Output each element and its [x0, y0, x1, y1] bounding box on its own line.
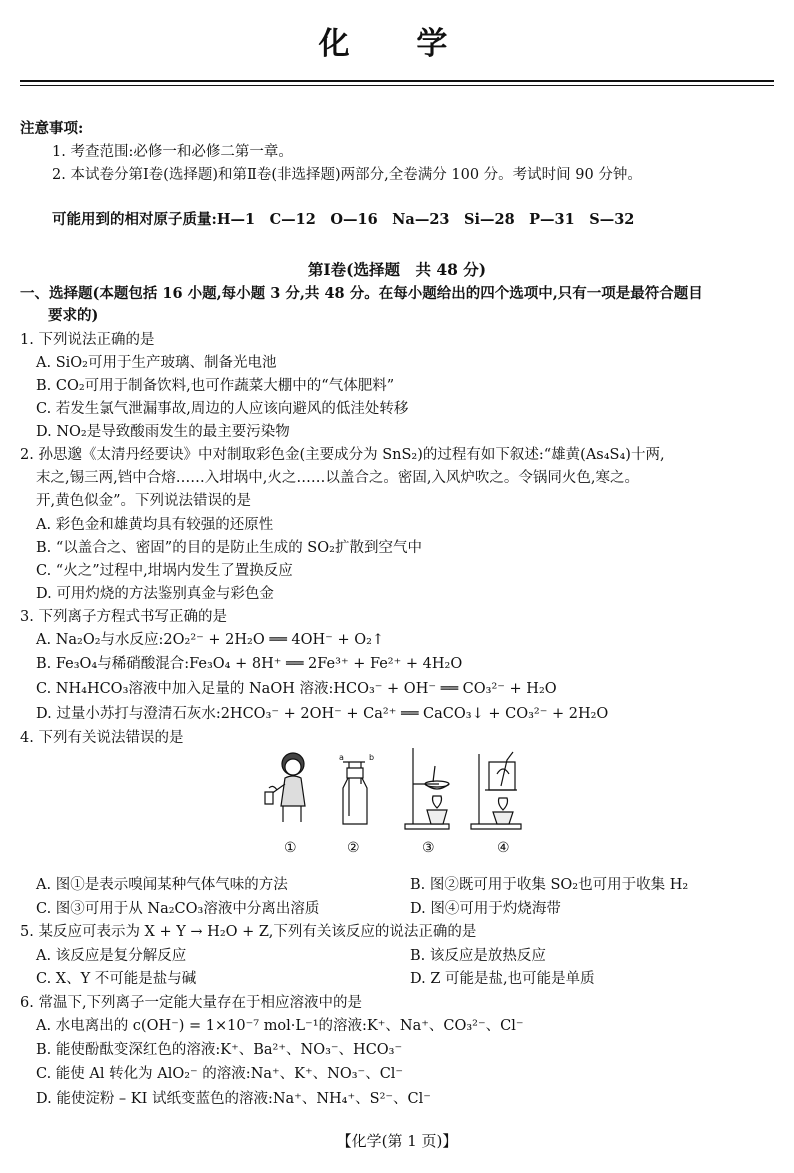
q5-option-c: C. X、Y 不可能是盐与碱 — [36, 971, 197, 987]
q4-stem: 4. 下列有关说法错误的是 — [20, 730, 184, 746]
figure-1-smelling-person — [265, 753, 305, 822]
figure-label-4: ④ — [497, 840, 510, 856]
page-title: 化 学 — [318, 26, 476, 62]
q1-option-a: A. SiO₂可用于生产玻璃、制备光电池 — [36, 355, 277, 371]
q4-apparatus-figure — [255, 744, 535, 862]
q2-option-b: B. “以盖合之、密固”的目的是防止生成的 SO₂扩散到空气中 — [36, 540, 422, 556]
q2-option-a: A. 彩色金和雄黄均具有较强的还原性 — [36, 517, 274, 533]
q1-option-d: D. NO₂是导致酸雨发生的最主要污染物 — [36, 424, 290, 440]
q3-option-a: A. Na₂O₂与水反应:2O₂²⁻ + 2H₂O ══ 4OH⁻ + O₂↑ — [36, 632, 385, 648]
figure-3-evaporation-stand — [405, 748, 449, 829]
q2-option-c: C. “火之”过程中,坩埚内发生了置换反应 — [36, 563, 293, 579]
svg-text:b: b — [369, 753, 375, 762]
q2-option-d: D. 可用灼烧的方法鉴别真金与彩色金 — [36, 586, 274, 602]
q4-option-b: B. 图②既可用于收集 SO₂也可用于收集 H₂ — [410, 877, 689, 893]
q5-option-a: A. 该反应是复分解反应 — [36, 948, 187, 964]
figure-label-2: ② — [347, 840, 360, 856]
q2-stem-line-3: 开,黄色似金”。下列说法错误的是 — [36, 493, 252, 509]
title-rule-thin — [20, 85, 774, 86]
notes-heading: 注意事项: — [20, 120, 84, 137]
figure-2-gas-bottle — [339, 753, 374, 824]
q4-option-a: A. 图①是表示嗅闻某种气体气味的方法 — [36, 877, 288, 893]
q5-option-d: D. Z 可能是盐,也可能是单质 — [410, 971, 595, 987]
page-footer: 【化学(第 1 页)】 — [336, 1132, 458, 1150]
q5-option-b: B. 该反应是放热反应 — [410, 948, 546, 964]
notes-item-1: 1. 考查范围:必修一和必修二第一章。 — [52, 144, 293, 160]
svg-text:a: a — [339, 753, 344, 762]
q5-stem: 5. 某反应可表示为 X + Y → H₂O + Z,下列有关该反应的说法正确的是 — [20, 924, 477, 940]
q1-option-b: B. CO₂可用于制备饮料,也可作蔬菜大棚中的“气体肥料” — [36, 378, 395, 394]
atomic-masses: 可能用到的相对原子质量:H—1 C—12 O—16 Na—23 Si—28 P—31 S—32 — [52, 211, 635, 228]
q1-option-c: C. 若发生氯气泄漏事故,周边的人应该向避风的低洼处转移 — [36, 401, 409, 417]
figure-label-3: ③ — [422, 840, 435, 856]
q3-option-c: C. NH₄HCO₃溶液中加入足量的 NaOH 溶液:HCO₃⁻ + OH⁻ ══ CO₃²⁻ + H₂O — [36, 681, 557, 697]
q4-option-c: C. 图③可用于从 Na₂CO₃溶液中分离出溶质 — [36, 901, 320, 917]
q3-option-d: D. 过量小苏打与澄清石灰水:2HCO₃⁻ + 2OH⁻ + Ca²⁺ ══ CaCO₃↓ + CO₃²⁻ + 2H₂O — [36, 706, 609, 722]
section-instruction-1: 一、选择题(本题包括 16 小题,每小题 3 分,共 48 分。在每小题给出的四个选项中,只有一项是最符合题目 — [20, 285, 703, 302]
q3-option-b: B. Fe₃O₄与稀硝酸混合:Fe₃O₄ + 8H⁺ ══ 2Fe³⁺ + Fe²⁺ + 4H₂O — [36, 656, 463, 672]
q6-option-c: C. 能使 Al 转化为 AlO₂⁻ 的溶液:Na⁺、K⁺、NO₃⁻、Cl⁻ — [36, 1066, 404, 1082]
figure-label-1: ① — [284, 840, 297, 856]
q3-stem: 3. 下列离子方程式书写正确的是 — [20, 609, 227, 625]
section-instruction-2: 要求的) — [48, 307, 99, 324]
section-title: 第Ⅰ卷(选择题 共 48 分) — [307, 260, 487, 279]
q2-stem-line-2: 末之,锡三两,铛中合熔……入坩埚中,火之……以盖合之。密固,入风炉吹之。令锅同火色,寒之。 — [36, 470, 640, 486]
notes-item-2: 2. 本试卷分第Ⅰ卷(选择题)和第Ⅱ卷(非选择题)两部分,全卷满分 100 分。考试时间 90 分钟。 — [52, 167, 642, 183]
q6-option-a: A. 水电离出的 c(OH⁻) = 1×10⁻⁷ mol·L⁻¹的溶液:K⁺、Na⁺、CO₃²⁻、Cl⁻ — [36, 1018, 524, 1034]
q6-stem: 6. 常温下,下列离子一定能大量存在于相应溶液中的是 — [20, 995, 363, 1011]
q2-stem-line-1: 2. 孙思邈《太清丹经要诀》中对制取彩色金(主要成分为 SnS₂)的过程有如下叙述:“雄黄(As₄S₄)十两, — [20, 447, 665, 463]
q6-option-d: D. 能使淀粉 – KI 试纸变蓝色的溶液:Na⁺、NH₄⁺、S²⁻、Cl⁻ — [36, 1091, 431, 1107]
q1-stem: 1. 下列说法正确的是 — [20, 332, 155, 348]
figure-4-crucible-stand — [471, 752, 521, 829]
title-rule-thick — [20, 80, 774, 82]
q4-option-d: D. 图④可用于灼烧海带 — [410, 901, 561, 917]
q6-option-b: B. 能使酚酞变深红色的溶液:K⁺、Ba²⁺、NO₃⁻、HCO₃⁻ — [36, 1042, 403, 1058]
